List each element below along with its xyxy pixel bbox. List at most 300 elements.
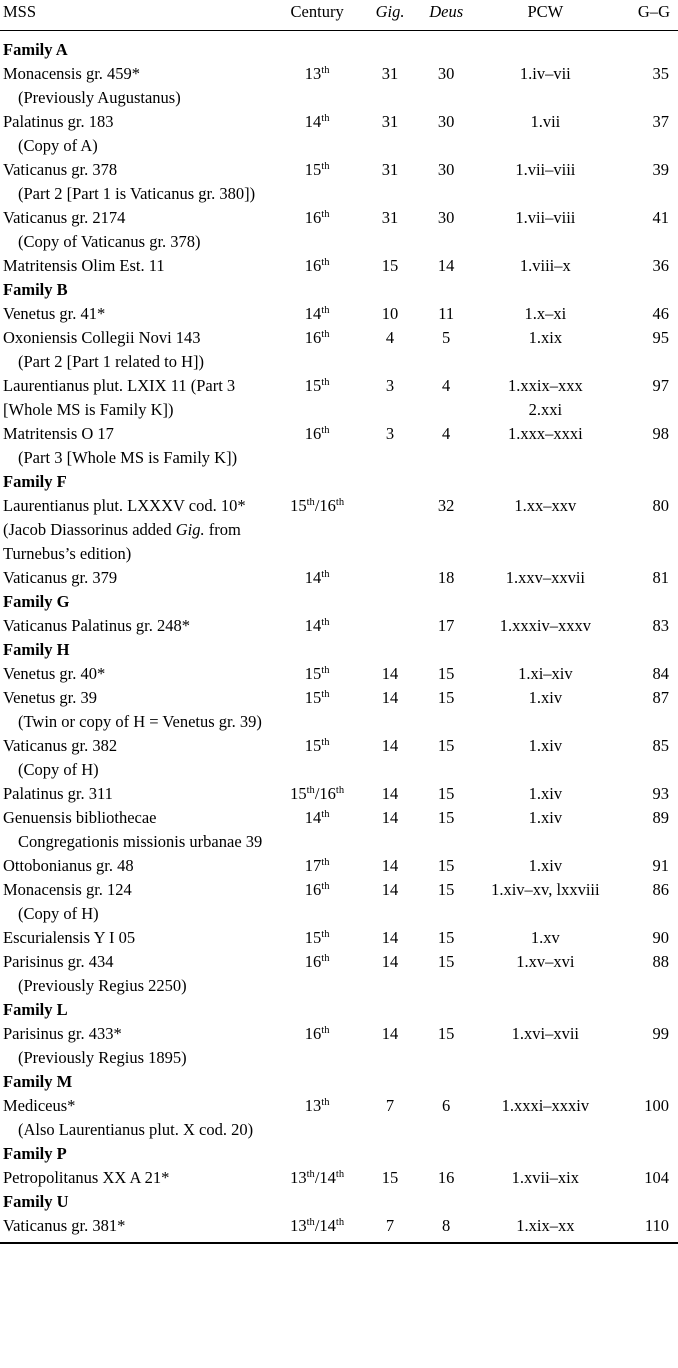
gig-cell: 3	[385, 376, 395, 395]
century-value: 16	[304, 256, 322, 275]
gg-cell: 98	[652, 424, 669, 443]
century-value: 15	[290, 784, 307, 803]
pcw-cell	[475, 614, 616, 638]
pcw-value-2: 2.xxi	[528, 400, 563, 419]
pcw-value: 1.viii–x	[519, 256, 571, 275]
pcw-value: 1.xix	[528, 328, 563, 347]
gg-cell: 46	[652, 304, 669, 323]
family-row	[0, 278, 678, 302]
gig-cell: 7	[385, 1216, 395, 1235]
pcw-cell	[475, 158, 616, 206]
pcw-value: 1.xiv	[528, 784, 563, 803]
pcw-value: 1.xxxi–xxxiv	[501, 1096, 590, 1115]
pcw-cell	[475, 926, 616, 950]
family-row	[0, 998, 678, 1022]
century-suffix: th	[306, 785, 315, 796]
gg-cell: 84	[652, 664, 669, 683]
header-row	[0, 0, 678, 31]
ms-name-tail: from Turnebus’s edition)	[3, 520, 241, 563]
deus-cell: 30	[437, 208, 455, 227]
pcw-cell	[475, 686, 616, 734]
century-value: 16	[304, 880, 322, 899]
deus-cell: 4	[442, 424, 451, 443]
pcw-value: 1.xiv	[528, 736, 563, 755]
century-value: 14	[304, 304, 322, 323]
century-suffix: th	[321, 857, 330, 868]
family-name: Family F	[3, 472, 67, 491]
gig-cell: 31	[381, 64, 399, 83]
century-value: 16	[304, 952, 322, 971]
century-suffix: th	[321, 305, 330, 316]
table-row	[0, 614, 678, 638]
century-cell	[272, 326, 363, 374]
table-row	[0, 1214, 678, 1238]
deus-cell: 15	[437, 928, 455, 947]
century-value: 15	[304, 376, 322, 395]
ms-note: (Previously Regius 1895)	[18, 1048, 187, 1067]
family-row	[0, 1070, 678, 1094]
ms-cell	[0, 734, 272, 782]
century-suffix: th	[321, 953, 330, 964]
deus-cell: 18	[437, 568, 455, 587]
century-cell	[272, 1094, 363, 1142]
pcw-cell	[475, 734, 616, 782]
family-row	[0, 590, 678, 614]
century-suffix: th	[321, 1097, 330, 1108]
century-suffix: th	[321, 161, 330, 172]
gig-cell: 14	[381, 952, 399, 971]
ms-cell	[0, 110, 272, 158]
table-row	[0, 254, 678, 278]
pcw-value: 1.xv	[530, 928, 560, 947]
ms-note: (Previously Regius 2250)	[18, 976, 187, 995]
ms-name: Venetus gr. 39	[3, 688, 97, 707]
gig-cell: 14	[381, 928, 399, 947]
century-value: 16	[304, 208, 322, 227]
century-separator: /	[314, 496, 320, 515]
century-value: 14	[304, 808, 322, 827]
century-suffix-2: th	[335, 1217, 345, 1228]
century-value: 13	[304, 64, 322, 83]
century-value: 15	[304, 928, 322, 947]
ms-cell	[0, 1094, 272, 1142]
century-cell	[272, 854, 363, 878]
deus-cell: 15	[437, 784, 455, 803]
ms-name: Vaticanus gr. 2174	[3, 208, 126, 227]
ms-cell	[0, 254, 272, 278]
pcw-cell	[475, 854, 616, 878]
ms-name: Palatinus gr. 311	[3, 784, 113, 803]
deus-cell: 5	[442, 328, 451, 347]
gig-cell: 14	[381, 1024, 399, 1043]
family-name: Family H	[3, 640, 70, 659]
pcw-cell	[475, 206, 616, 254]
table-row	[0, 62, 678, 110]
century-cell	[272, 494, 363, 566]
ms-cell	[0, 206, 272, 254]
pcw-value: 1.xxv–xxvii	[505, 568, 585, 587]
pcw-cell	[475, 422, 616, 470]
pcw-cell	[475, 566, 616, 590]
century-value: 15	[290, 496, 307, 515]
century-cell	[272, 782, 363, 806]
table-row	[0, 158, 678, 206]
ms-note: (Part 3 [Whole MS is Family K])	[18, 448, 238, 467]
pcw-value: 1.xvii–xix	[511, 1168, 580, 1187]
deus-cell: 15	[437, 856, 455, 875]
century-suffix: th	[321, 617, 330, 628]
table-row	[0, 326, 678, 374]
ms-name: Venetus gr. 41*	[3, 304, 106, 323]
century-suffix: th	[321, 881, 330, 892]
deus-cell: 16	[437, 1168, 455, 1187]
header-gg: G–G	[616, 0, 678, 31]
gig-cell: 14	[381, 688, 399, 707]
gig-cell	[362, 566, 417, 590]
pcw-value: 1.xi–xiv	[518, 664, 573, 683]
gig-cell: 14	[381, 664, 399, 683]
pcw-value: 1.xiv–xv, lxxviii	[491, 880, 600, 899]
pcw-cell	[475, 1214, 616, 1238]
century-value: 14	[304, 616, 322, 635]
century-cell	[272, 1022, 363, 1070]
gig-cell: 31	[381, 208, 399, 227]
table-row	[0, 302, 678, 326]
family-name: Family U	[3, 1192, 69, 1211]
ms-name: Parisinus gr. 433*	[3, 1024, 122, 1043]
pcw-value: 1.xx–xxv	[514, 496, 577, 515]
deus-cell: 30	[437, 160, 455, 179]
gg-cell: 39	[652, 160, 669, 179]
family-name: Family A	[3, 40, 68, 59]
deus-cell: 32	[437, 496, 455, 515]
table-row	[0, 734, 678, 782]
century-value: 14	[304, 568, 322, 587]
century-cell	[272, 62, 363, 110]
deus-cell: 14	[437, 256, 455, 275]
ms-name: Monacensis gr. 459*	[3, 64, 141, 83]
ms-cell	[0, 62, 272, 110]
century-value-2: 16	[319, 496, 336, 515]
pcw-value: 1.xv–xvi	[516, 952, 575, 971]
century-cell	[272, 614, 363, 638]
pcw-value: 1.xix–xx	[516, 1216, 575, 1235]
gig-cell: 31	[381, 160, 399, 179]
ms-cell	[0, 326, 272, 374]
gig-cell: 4	[385, 328, 395, 347]
pcw-value: 1.xiv	[528, 808, 563, 827]
gg-cell: 95	[652, 328, 669, 347]
century-value: 15	[304, 688, 322, 707]
table-row	[0, 206, 678, 254]
pcw-cell	[475, 806, 616, 854]
century-suffix: th	[306, 497, 315, 508]
century-value: 15	[304, 664, 322, 683]
century-separator: /	[314, 1168, 320, 1187]
century-suffix: th	[321, 1025, 330, 1036]
ms-cell	[0, 854, 272, 878]
pcw-cell	[475, 782, 616, 806]
gg-cell: 41	[652, 208, 669, 227]
deus-cell: 15	[437, 688, 455, 707]
ms-name: Venetus gr. 40*	[3, 664, 106, 683]
ms-cell	[0, 158, 272, 206]
ms-name: Petropolitanus XX A 21*	[3, 1168, 170, 1187]
table-row	[0, 662, 678, 686]
century-suffix: th	[321, 113, 330, 124]
century-value: 15	[304, 736, 322, 755]
century-cell	[272, 254, 363, 278]
ms-cell	[0, 614, 272, 638]
century-suffix: th	[321, 377, 330, 388]
century-cell	[272, 950, 363, 998]
century-cell	[272, 422, 363, 470]
table-row	[0, 806, 678, 854]
gg-cell: 90	[652, 928, 669, 947]
header-century: Century	[272, 0, 363, 31]
ms-name: Parisinus gr. 434	[3, 952, 114, 971]
table-row	[0, 1094, 678, 1142]
table-row	[0, 422, 678, 470]
deus-cell: 15	[437, 808, 455, 827]
century-value: 16	[304, 424, 322, 443]
ms-cell	[0, 1166, 272, 1190]
gig-cell: 14	[381, 808, 399, 827]
century-suffix: th	[321, 65, 330, 76]
gg-cell: 99	[652, 1024, 669, 1043]
century-cell	[272, 662, 363, 686]
pcw-value: 1.vii–viii	[515, 208, 576, 227]
century-value: 16	[304, 328, 322, 347]
ms-note: (Copy of H)	[18, 904, 99, 923]
deus-cell: 17	[437, 616, 455, 635]
family-row	[0, 470, 678, 494]
pcw-cell	[475, 494, 616, 566]
deus-cell: 15	[437, 952, 455, 971]
table-row	[0, 782, 678, 806]
century-cell	[272, 926, 363, 950]
pcw-value: 1.iv–vii	[519, 64, 571, 83]
gig-cell: 3	[385, 424, 395, 443]
ms-cell	[0, 1022, 272, 1070]
table-row	[0, 1166, 678, 1190]
family-row	[0, 38, 678, 62]
pcw-value: 1.xxxiv–xxxv	[499, 616, 591, 635]
pcw-value: 1.x–xi	[524, 304, 567, 323]
family-row	[0, 638, 678, 662]
table-row	[0, 926, 678, 950]
ms-name: Palatinus gr. 183	[3, 112, 114, 131]
gig-cell: 14	[381, 856, 399, 875]
ms-note: (Also Laurentianus plut. X cod. 20)	[18, 1120, 254, 1139]
ms-cell	[0, 494, 272, 566]
deus-cell: 15	[437, 1024, 455, 1043]
deus-cell: 4	[442, 376, 451, 395]
pcw-cell	[475, 302, 616, 326]
pcw-cell	[475, 110, 616, 158]
table-row	[0, 566, 678, 590]
pcw-cell	[475, 1022, 616, 1070]
gg-cell: 85	[652, 736, 669, 755]
table-row	[0, 686, 678, 734]
pcw-value: 1.xiv	[528, 688, 563, 707]
century-cell	[272, 1214, 363, 1238]
gg-cell: 87	[652, 688, 669, 707]
century-value: 14	[304, 112, 322, 131]
deus-cell: 15	[437, 736, 455, 755]
gig-cell: 14	[381, 784, 399, 803]
ms-note: (Previously Augustanus)	[18, 88, 181, 107]
century-separator: /	[314, 1216, 320, 1235]
gg-cell: 36	[652, 256, 669, 275]
pcw-value: 1.xiv	[528, 856, 563, 875]
table-row	[0, 854, 678, 878]
gg-cell: 81	[652, 568, 669, 587]
header-gap	[0, 31, 678, 39]
century-cell	[272, 110, 363, 158]
pcw-value: 1.vii–viii	[515, 160, 576, 179]
table-row	[0, 494, 678, 566]
ms-cell	[0, 422, 272, 470]
ms-note: Congregationis missionis urbanae 39	[18, 832, 263, 851]
ms-cell	[0, 566, 272, 590]
gg-cell: 89	[652, 808, 669, 827]
ms-note: (Copy of A)	[18, 136, 98, 155]
deus-cell: 30	[437, 64, 455, 83]
gig-cell	[362, 614, 417, 638]
gig-cell	[362, 494, 417, 566]
century-value-2: 14	[319, 1168, 336, 1187]
century-suffix: th	[321, 737, 330, 748]
century-value: 15	[304, 160, 322, 179]
century-suffix-2: th	[335, 1169, 345, 1180]
deus-cell: 6	[442, 1096, 451, 1115]
century-suffix: th	[321, 329, 330, 340]
century-cell	[272, 1166, 363, 1190]
family-name: Family P	[3, 1144, 67, 1163]
pcw-cell	[475, 950, 616, 998]
century-cell	[272, 374, 363, 422]
ms-note: (Part 2 [Part 1 is Vaticanus gr. 380])	[18, 184, 256, 203]
gg-cell: 35	[652, 64, 669, 83]
ms-name: Vaticanus gr. 378	[3, 160, 118, 179]
century-cell	[272, 686, 363, 734]
ms-note: (Twin or copy of H = Venetus gr. 39)	[18, 712, 262, 731]
pcw-value: 1.vii	[530, 112, 561, 131]
family-name: Family M	[3, 1072, 73, 1091]
ms-cell	[0, 926, 272, 950]
century-value: 17	[304, 856, 322, 875]
century-suffix-2: th	[335, 497, 345, 508]
century-suffix: th	[321, 425, 330, 436]
pcw-cell	[475, 1094, 616, 1142]
ms-name: Escurialensis Y I 05	[3, 928, 136, 947]
century-suffix: th	[321, 209, 330, 220]
century-suffix: th	[321, 665, 330, 676]
gg-cell: 86	[652, 880, 669, 899]
ms-name: Laurentianus plut. LXIX 11 (Part 3 [Whole MS is Family K])	[3, 376, 236, 419]
ms-cell	[0, 950, 272, 998]
family-name: Family B	[3, 280, 68, 299]
pcw-cell	[475, 62, 616, 110]
ms-note: (Part 2 [Part 1 related to H])	[18, 352, 205, 371]
ms-cell	[0, 878, 272, 926]
gg-cell: 91	[652, 856, 669, 875]
deus-cell: 15	[437, 880, 455, 899]
pcw-cell	[475, 254, 616, 278]
table-row	[0, 110, 678, 158]
century-value: 16	[304, 1024, 322, 1043]
family-name: Family L	[3, 1000, 68, 1019]
ms-name-italic: Gig.	[175, 520, 205, 539]
century-suffix: th	[306, 1169, 315, 1180]
deus-cell: 8	[442, 1216, 451, 1235]
ms-name: Matritensis Olim Est. 11	[3, 256, 165, 275]
ms-cell	[0, 806, 272, 854]
pcw-value: 1.xvi–xvii	[511, 1024, 580, 1043]
family-row	[0, 1190, 678, 1214]
ms-cell	[0, 782, 272, 806]
ms-name: Monacensis gr. 124	[3, 880, 132, 899]
family-name: Family G	[3, 592, 70, 611]
century-value-2: 16	[319, 784, 336, 803]
century-cell	[272, 806, 363, 854]
table-row	[0, 374, 678, 422]
pcw-cell	[475, 662, 616, 686]
century-value: 13	[290, 1168, 307, 1187]
pcw-cell	[475, 1166, 616, 1190]
gg-cell: 83	[652, 616, 669, 635]
century-cell	[272, 734, 363, 782]
table-row	[0, 878, 678, 926]
gig-cell: 14	[381, 736, 399, 755]
ms-name: Mediceus*	[3, 1096, 76, 1115]
header-deus-text: Deus	[429, 2, 464, 21]
ms-name: Oxoniensis Collegii Novi 143	[3, 328, 201, 347]
gig-cell: 10	[381, 304, 399, 323]
ms-name: Vaticanus gr. 379	[3, 568, 118, 587]
header-pcw: PCW	[475, 0, 616, 31]
century-separator: /	[314, 784, 320, 803]
century-suffix: th	[321, 929, 330, 940]
gg-cell: 104	[644, 1168, 669, 1187]
pcw-cell	[475, 326, 616, 374]
ms-note: (Copy of H)	[18, 760, 99, 779]
century-value-2: 14	[319, 1216, 336, 1235]
gg-cell: 37	[652, 112, 669, 131]
ms-name: Vaticanus gr. 382	[3, 736, 118, 755]
gg-cell: 100	[644, 1096, 669, 1115]
deus-cell: 15	[437, 664, 455, 683]
header-gig-text: Gig.	[375, 2, 405, 21]
ms-cell	[0, 662, 272, 686]
table-end-rule	[0, 1238, 678, 1243]
ms-cell	[0, 302, 272, 326]
ms-cell	[0, 1214, 272, 1238]
deus-cell: 11	[438, 304, 455, 323]
century-value: 13	[304, 1096, 322, 1115]
century-suffix: th	[306, 1217, 315, 1228]
ms-cell	[0, 374, 272, 422]
family-row	[0, 1142, 678, 1166]
pcw-cell	[475, 374, 616, 422]
table-row	[0, 1022, 678, 1070]
gg-cell: 80	[652, 496, 669, 515]
ms-name: Ottobonianus gr. 48	[3, 856, 134, 875]
gg-cell: 110	[644, 1216, 669, 1235]
header-mss: MSS	[0, 0, 272, 31]
table-body	[0, 31, 678, 1244]
